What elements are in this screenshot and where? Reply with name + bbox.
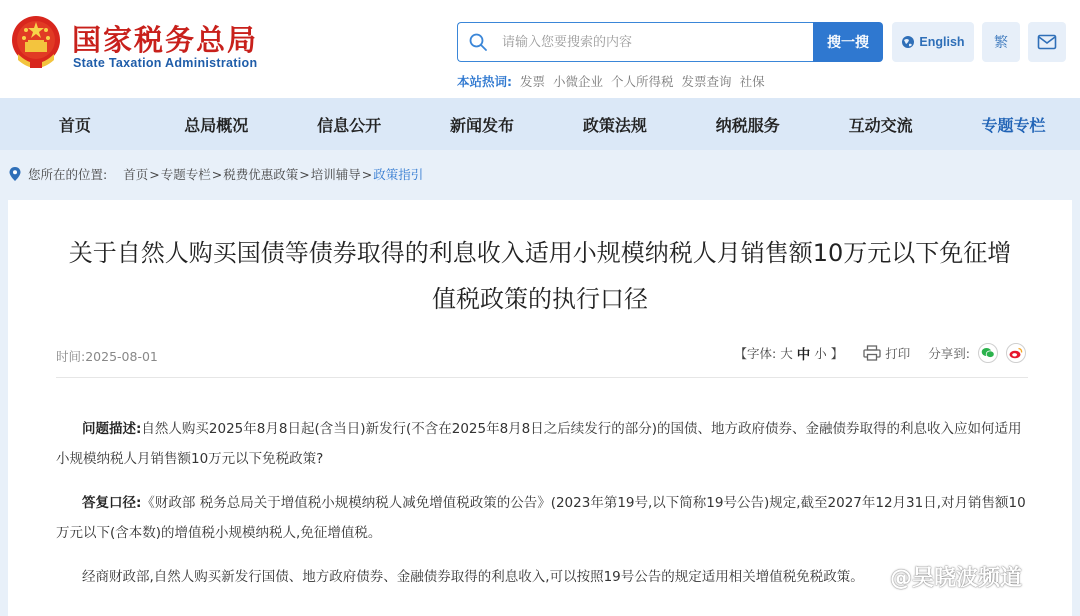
- article-title-line: 值税政策的执行口径: [432, 285, 648, 313]
- watermark: [858, 561, 1022, 592]
- traditional-chinese-button[interactable]: 繁: [982, 22, 1020, 62]
- font-size-label: 【字体:: [734, 346, 777, 361]
- nav-item-special-topics[interactable]: 专题专栏: [981, 115, 1046, 135]
- meta-divider: [56, 377, 1028, 378]
- hot-word-link[interactable]: 小微企业: [553, 74, 604, 89]
- answer-paragraph: [56, 488, 1030, 548]
- nav-item-news[interactable]: 新闻发布: [450, 115, 515, 135]
- breadcrumb-item[interactable]: 税费优惠政策: [223, 167, 299, 182]
- breadcrumb-separator: >: [361, 166, 373, 182]
- font-size-medium-button[interactable]: 中: [796, 347, 811, 363]
- publish-time: 时间:2025-08-01: [56, 349, 158, 364]
- article-title: [48, 230, 1032, 322]
- breadcrumb-item[interactable]: 专题专栏: [160, 167, 211, 182]
- search-icon: [468, 32, 488, 52]
- font-size-bracket-close: 】: [830, 346, 844, 361]
- hot-word-link[interactable]: 个人所得税: [611, 74, 674, 89]
- article-tools: [735, 343, 1027, 363]
- print-button[interactable]: 打印: [885, 346, 911, 361]
- national-emblem-icon[interactable]: [10, 14, 62, 70]
- location-pin-icon: [8, 166, 22, 182]
- wechat-share-button[interactable]: [978, 343, 998, 363]
- search-input[interactable]: [502, 32, 802, 52]
- nav-item-interaction[interactable]: 互动交流: [848, 115, 913, 135]
- question-paragraph: [56, 414, 1030, 474]
- body-paragraph: 经商财政部,自然人购买新发行国债、地方政府债券、金融债券取得的利息收入,可以按照19号公告的规定适用相关增值税免税政策。: [82, 569, 864, 585]
- share-label: 分享到:: [928, 346, 970, 361]
- site-logo-en[interactable]: State Taxation Administration: [73, 56, 258, 70]
- weibo-watermark-icon: [858, 565, 884, 589]
- font-size-small-button[interactable]: 小: [814, 346, 827, 361]
- search-box: [457, 22, 813, 62]
- article-panel: [8, 200, 1072, 616]
- hot-words-label: 本站热词:: [457, 74, 512, 89]
- nav-item-policies[interactable]: 政策法规: [582, 115, 647, 135]
- hot-word-link[interactable]: 社保: [739, 74, 765, 89]
- breadcrumb-item[interactable]: 首页: [123, 167, 149, 182]
- nav-item-overview[interactable]: 总局概况: [184, 115, 249, 135]
- question-label: 问题描述:: [82, 421, 142, 437]
- font-size-large-button[interactable]: 大: [780, 346, 793, 361]
- breadcrumb-current[interactable]: 政策指引: [373, 167, 424, 182]
- hot-words: [457, 72, 765, 90]
- article-title-line: 关于自然人购买国债等债券取得的利息收入适用小规模纳税人月销售额10万元以下免征增: [68, 239, 1012, 267]
- breadcrumb-label: 您所在的位置:: [28, 167, 108, 182]
- watermark-text: @吴晓波频道: [890, 566, 1023, 591]
- answer-text: 《财政部 税务总局关于增值税小规模纳税人减免增值税政策的公告》(2023年第19号,以下简称19号公告)规定,截至2027年12月31日,对月销售额10万元以下(含本数)的增值税小规模纳税人,免征增值税。: [56, 495, 1026, 541]
- search-button[interactable]: 搜一搜: [813, 22, 883, 62]
- mail-icon: [1037, 34, 1057, 50]
- site-header: [0, 0, 1080, 98]
- hot-word-link[interactable]: 发票: [520, 74, 546, 89]
- answer-label: 答复口径:: [82, 495, 142, 511]
- weibo-share-button[interactable]: [1006, 343, 1026, 363]
- globe-icon: [901, 35, 915, 49]
- nav-item-home[interactable]: 首页: [58, 115, 91, 135]
- main-nav: [0, 98, 1080, 150]
- english-button[interactable]: [892, 22, 974, 62]
- nav-item-tax-service[interactable]: 纳税服务: [715, 115, 780, 135]
- english-button-label: English: [919, 35, 965, 49]
- mail-button[interactable]: [1028, 22, 1066, 62]
- site-logo-cn[interactable]: 国家税务总局: [72, 23, 259, 57]
- breadcrumb-separator: >: [211, 166, 223, 182]
- weibo-icon: [1009, 347, 1023, 359]
- breadcrumb-separator: >: [299, 166, 310, 182]
- breadcrumb-item[interactable]: 培训辅导: [310, 167, 361, 182]
- wechat-icon: [981, 347, 995, 359]
- breadcrumb-separator: >: [149, 166, 160, 182]
- nav-item-info-disclosure[interactable]: 信息公开: [317, 115, 382, 135]
- hot-word-link[interactable]: 发票查询: [681, 74, 732, 89]
- question-text: 自然人购买2025年8月8日起(含当日)新发行(不含在2025年8月8日之后续发行的部分)的国债、地方政府债券、金融债券取得的利息收入应如何适用小规模纳税人月销售额10万元以下免税政策?: [56, 421, 1022, 467]
- print-icon[interactable]: [863, 345, 881, 361]
- breadcrumb: [0, 160, 423, 188]
